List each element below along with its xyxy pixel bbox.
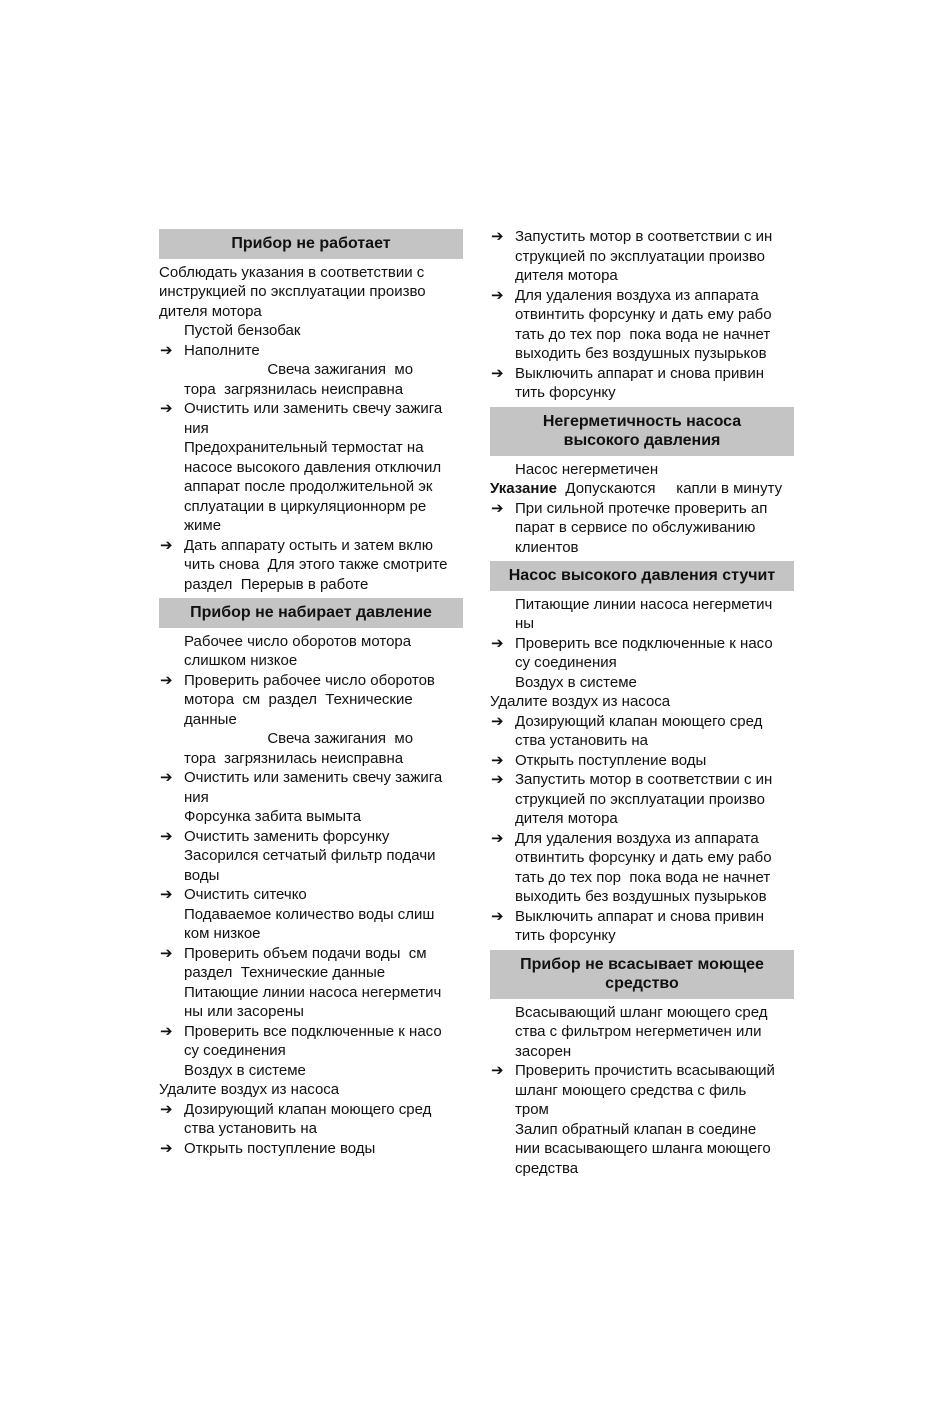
line-text: чить снова Для этого также смотрите	[184, 556, 448, 573]
cause-line	[159, 497, 463, 517]
cause-line	[159, 380, 463, 400]
line-text: тром	[515, 1101, 549, 1118]
line-text: ны	[515, 615, 535, 632]
arrow-right-icon	[491, 227, 504, 247]
line-text: тить форсунку	[515, 927, 616, 944]
body-text-line	[490, 692, 794, 712]
cause-line	[159, 1002, 463, 1022]
line-text: су соединения	[184, 1042, 286, 1059]
line-text: насосе высокого давления отключил	[184, 458, 442, 476]
line-text: Проверить прочистить всасывающий	[515, 1062, 775, 1079]
cause-line	[159, 983, 463, 1003]
line-text: тать до тех пор пока вода не начнет	[515, 325, 771, 343]
cause-line	[159, 866, 463, 886]
body-text-line	[159, 1080, 463, 1100]
remedy-line	[159, 1139, 463, 1159]
cause-line	[159, 1061, 463, 1081]
remedy-line	[159, 1041, 463, 1061]
remedy-line	[490, 770, 794, 790]
line-text: Дозирующий клапан моющего сред	[184, 1100, 432, 1118]
cause-line	[159, 321, 463, 341]
remedy-line	[159, 1100, 463, 1120]
line-text: Допускаются капли в минуту	[557, 480, 783, 497]
line-text: воды	[184, 866, 220, 884]
cause-line	[490, 460, 794, 480]
line-text: Всасывающий шланг моющего сред	[515, 1003, 768, 1021]
remedy-line	[159, 690, 463, 710]
line-text: Рабочее число оборотов мотора	[184, 632, 412, 650]
line-text: Дозирующий клапан моющего сред	[515, 712, 763, 730]
line-text: Для удаления воздуха из аппарата	[515, 286, 759, 304]
line-text: инструкцией по эксплуатации произво	[159, 283, 426, 300]
line-text: раздел Технические данные	[184, 964, 386, 981]
line-text: Воздух в системе	[184, 1061, 306, 1079]
arrow-right-icon	[491, 499, 504, 519]
line-text: тать до тех пор пока вода не начнет	[515, 868, 771, 886]
arrow-right-icon	[160, 1100, 173, 1120]
line-text: тора загрязнилась неисправна	[184, 749, 404, 767]
arrow-right-icon	[160, 399, 173, 419]
line-text: дителя мотора	[159, 302, 262, 320]
arrow-right-icon	[491, 1061, 504, 1081]
line-text: дителя мотора	[515, 810, 618, 827]
line-text: ния	[184, 788, 209, 806]
cause-line	[159, 360, 463, 380]
section-heading: Прибор не работает	[159, 229, 463, 259]
line-text: Воздух в системе	[515, 673, 637, 691]
section-heading: Насос высокого давления стучит	[490, 561, 794, 591]
remedy-line	[159, 555, 463, 575]
remedy-line	[159, 399, 463, 419]
remedy-line	[159, 788, 463, 808]
line-text: Свеча зажигания мо	[184, 361, 414, 378]
cause-line	[159, 749, 463, 769]
remedy-line	[490, 634, 794, 654]
line-text: Открыть поступление воды	[515, 751, 707, 769]
body-text-line	[159, 282, 463, 302]
cause-line	[159, 924, 463, 944]
arrow-right-icon	[160, 536, 173, 556]
line-text: Питающие линии насоса негерметич	[184, 983, 442, 1001]
line-text: Залип обратный клапан в соедине	[515, 1120, 757, 1138]
remedy-line	[159, 710, 463, 730]
arrow-right-icon	[491, 286, 504, 306]
line-text: су соединения	[515, 654, 617, 671]
cause-line	[490, 1159, 794, 1179]
remedy-line	[490, 383, 794, 403]
remedy-line	[490, 926, 794, 946]
remedy-line	[490, 848, 794, 868]
remedy-line	[159, 341, 463, 361]
remedy-line	[159, 944, 463, 964]
line-text: Засорился сетчатый фильтр подачи	[184, 847, 436, 864]
remedy-line	[490, 790, 794, 810]
line-text: дителя мотора	[515, 267, 618, 284]
line-text: струкцией по эксплуатации произво	[515, 790, 765, 808]
body-text-line	[159, 302, 463, 322]
line-text: ком низкое	[184, 925, 261, 942]
line-text: отвинтить форсунку и дать ему рабо	[515, 849, 772, 866]
remedy-line	[159, 419, 463, 439]
remedy-line	[490, 538, 794, 558]
line-text: Проверить объем подачи воды см	[184, 944, 427, 962]
cause-line	[490, 1022, 794, 1042]
line-text: шланг моющего средства с филь	[515, 1081, 747, 1099]
arrow-right-icon	[160, 1022, 173, 1042]
arrow-right-icon	[491, 634, 504, 654]
body-text-line	[159, 263, 463, 283]
remedy-line	[159, 768, 463, 788]
remedy-line	[490, 751, 794, 771]
cause-line	[490, 614, 794, 634]
section-heading: Негерметичность насоса высокого давления	[490, 407, 794, 456]
line-text: струкцией по эксплуатации произво	[515, 247, 765, 265]
right-column	[490, 227, 794, 1178]
arrow-right-icon	[491, 364, 504, 384]
line-text: Открыть поступление воды	[184, 1139, 376, 1157]
line-text: клиентов	[515, 538, 579, 556]
arrow-right-icon	[160, 885, 173, 905]
note-label: Указание	[490, 480, 558, 497]
remedy-line	[159, 671, 463, 691]
line-text: Выключить аппарат и снова привин	[515, 364, 765, 382]
remedy-line	[159, 575, 463, 595]
remedy-line	[490, 809, 794, 829]
remedy-line	[159, 827, 463, 847]
line-text: засорен	[515, 1042, 572, 1060]
section-heading: Прибор не всасывает моющее средство	[490, 950, 794, 999]
cause-line	[490, 1139, 794, 1159]
line-text: тить форсунку	[515, 384, 616, 401]
line-text: Очистить или заменить свечу зажига	[184, 769, 443, 786]
remedy-line	[490, 227, 794, 247]
arrow-right-icon	[160, 768, 173, 788]
line-text: нии всасывающего шланга моющего	[515, 1140, 771, 1157]
line-text: Проверить все подключенные к насо	[515, 634, 773, 652]
remedy-line	[490, 887, 794, 907]
cause-line	[159, 846, 463, 866]
line-text: Подаваемое количество воды слиш	[184, 905, 435, 923]
cause-line	[159, 458, 463, 478]
line-text: Запустить мотор в соответствии с ин	[515, 228, 773, 245]
line-text: ния	[184, 419, 209, 437]
remedy-line	[490, 1100, 794, 1120]
cause-line	[159, 438, 463, 458]
line-text: Форсунка забита вымыта	[184, 808, 362, 825]
line-text: При сильной протечке проверить ап	[515, 499, 768, 517]
remedy-line	[159, 963, 463, 983]
remedy-line	[490, 868, 794, 888]
line-text: ства с фильтром негерметичен или	[515, 1023, 762, 1040]
arrow-right-icon	[491, 907, 504, 927]
arrow-right-icon	[160, 827, 173, 847]
cause-line	[490, 1042, 794, 1062]
remedy-line	[159, 885, 463, 905]
line-text: Очистить заменить форсунку	[184, 827, 390, 845]
line-text: Соблюдать указания в соответствии с	[159, 263, 425, 281]
left-column	[159, 229, 463, 1158]
line-text: Очистить или заменить свечу зажига	[184, 400, 443, 417]
line-text: ства установить на	[184, 1120, 318, 1137]
remedy-line	[490, 1081, 794, 1101]
line-text: средства	[515, 1159, 579, 1177]
cause-line	[490, 1003, 794, 1023]
cause-line	[159, 632, 463, 652]
line-text: Пустой бензобак	[184, 322, 301, 339]
arrow-right-icon	[491, 712, 504, 732]
remedy-line	[490, 712, 794, 732]
arrow-right-icon	[160, 944, 173, 964]
line-text: Удалите воздух из насоса	[159, 1081, 340, 1098]
arrow-right-icon	[160, 671, 173, 691]
line-text: сплуатации в циркуляционнорм ре	[184, 497, 427, 515]
line-text: отвинтить форсунку и дать ему рабо	[515, 306, 772, 323]
cause-line	[159, 905, 463, 925]
cause-line	[159, 729, 463, 749]
line-text: Очистить ситечко	[184, 886, 307, 903]
arrow-right-icon	[160, 1139, 173, 1159]
remedy-line	[490, 653, 794, 673]
remedy-line	[490, 305, 794, 325]
cause-line	[490, 595, 794, 615]
remedy-line	[490, 1061, 794, 1081]
cause-line	[159, 477, 463, 497]
cause-line	[159, 807, 463, 827]
arrow-right-icon	[491, 770, 504, 790]
section-heading: Прибор не набирает давление	[159, 598, 463, 628]
line-text: данные	[184, 710, 237, 728]
line-text: ства установить на	[515, 732, 649, 749]
line-text: Насос негерметичен	[515, 460, 659, 478]
line-text: Наполните	[184, 341, 260, 359]
arrow-right-icon	[160, 341, 173, 361]
line-text: жиме	[184, 517, 222, 534]
line-text: парат в сервисе по обслуживанию	[515, 519, 756, 536]
line-text: выходить без воздушных пузырьков	[515, 345, 767, 362]
cause-line	[159, 651, 463, 671]
line-text: Удалите воздух из насоса	[490, 693, 671, 710]
line-text: Для удаления воздуха из аппарата	[515, 829, 759, 847]
line-text: тора загрязнилась неисправна	[184, 380, 404, 398]
remedy-line	[490, 518, 794, 538]
remedy-line	[490, 286, 794, 306]
remedy-line	[159, 536, 463, 556]
remedy-line	[159, 1119, 463, 1139]
remedy-line	[490, 907, 794, 927]
cause-line	[490, 673, 794, 693]
remedy-line	[490, 344, 794, 364]
line-text: раздел Перерыв в работе	[184, 575, 369, 593]
line-text: ны или засорены	[184, 1003, 304, 1020]
remedy-line	[490, 364, 794, 384]
line-text: Предохранительный термостат на	[184, 439, 424, 456]
remedy-line	[490, 829, 794, 849]
line-text: Дать аппарату остыть и затем вклю	[184, 536, 434, 554]
arrow-right-icon	[491, 829, 504, 849]
remedy-line	[490, 731, 794, 751]
line-text: выходить без воздушных пузырьков	[515, 888, 767, 905]
line-text: Проверить все подключенные к насо	[184, 1022, 442, 1040]
line-text: Проверить рабочее число оборотов	[184, 671, 435, 689]
line-text: аппарат после продолжительной эк	[184, 478, 433, 495]
cause-line	[490, 1120, 794, 1140]
cause-line	[159, 516, 463, 536]
arrow-right-icon	[491, 751, 504, 771]
line-text: Свеча зажигания мо	[184, 730, 414, 747]
line-text: Выключить аппарат и снова привин	[515, 907, 765, 925]
line-text: слишком низкое	[184, 652, 298, 669]
remedy-line	[490, 247, 794, 267]
remedy-line	[159, 1022, 463, 1042]
line-text: мотора см раздел Технические	[184, 691, 413, 708]
remedy-line	[490, 325, 794, 345]
line-text: Питающие линии насоса негерметич	[515, 595, 773, 613]
note-line	[490, 479, 794, 499]
remedy-line	[490, 499, 794, 519]
remedy-line	[490, 266, 794, 286]
line-text: Запустить мотор в соответствии с ин	[515, 771, 773, 788]
